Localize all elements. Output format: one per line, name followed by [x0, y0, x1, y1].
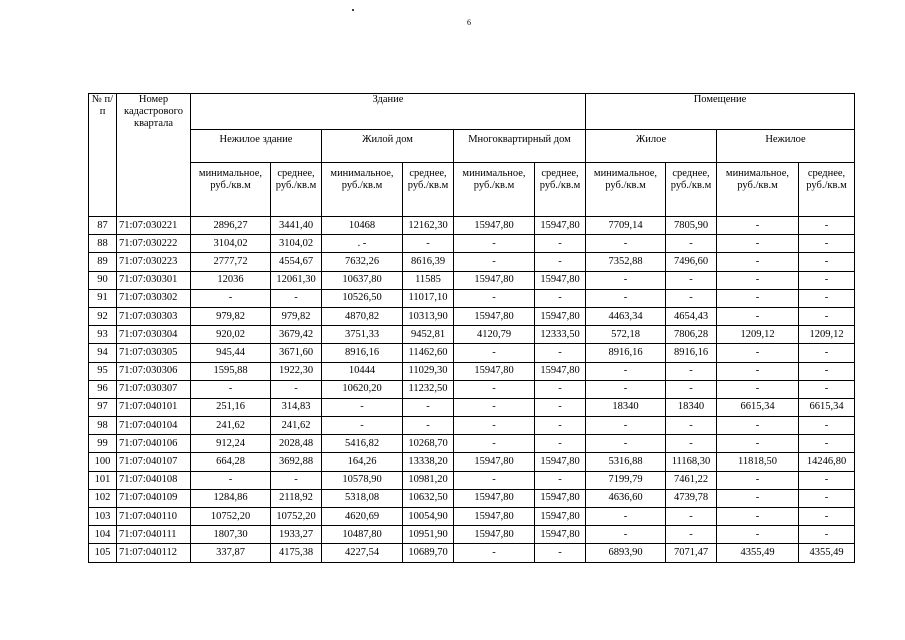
cadastral-number: 71:07:040110 — [117, 508, 191, 526]
price-cell: 7352,88 — [586, 253, 666, 271]
price-cell: - — [666, 362, 717, 380]
price-cell: - — [535, 253, 586, 271]
price-cell: - — [454, 471, 535, 489]
price-cell: 6615,34 — [799, 398, 855, 416]
price-cell: 15947,80 — [535, 307, 586, 325]
table-row — [89, 453, 855, 471]
cadastral-number: 71:07:040106 — [117, 435, 191, 453]
price-cell: 4739,78 — [666, 489, 717, 507]
table-row — [89, 417, 855, 435]
price-cell: 15947,80 — [535, 271, 586, 289]
row-number: 93 — [89, 326, 117, 344]
price-cell: 3671,60 — [271, 344, 322, 362]
price-cell: - — [717, 471, 799, 489]
price-cell: 10752,20 — [191, 508, 271, 526]
price-cell: - — [799, 217, 855, 235]
price-cell: - — [586, 508, 666, 526]
price-cell: - — [666, 526, 717, 544]
price-cell: 12333,50 — [535, 326, 586, 344]
header-min: минимальное, руб./кв.м — [454, 163, 535, 217]
price-cell: 15947,80 — [454, 307, 535, 325]
header-min: минимальное, руб./кв.м — [717, 163, 799, 217]
price-cell: 10526,50 — [322, 289, 403, 307]
price-cell: 10578,90 — [322, 471, 403, 489]
price-cell: - — [586, 526, 666, 544]
price-cell: - — [403, 417, 454, 435]
price-cell: 18340 — [586, 398, 666, 416]
header-house: Жилой дом — [322, 130, 454, 163]
table-row — [89, 307, 855, 325]
price-cell: 3692,88 — [271, 453, 322, 471]
price-cell: - — [191, 289, 271, 307]
price-cell: 10752,20 — [271, 508, 322, 526]
price-cell: 1922,30 — [271, 362, 322, 380]
row-number: 95 — [89, 362, 117, 380]
price-cell: - — [717, 417, 799, 435]
price-cell: 10487,80 — [322, 526, 403, 544]
price-cell: - — [799, 526, 855, 544]
table-row — [89, 326, 855, 344]
price-cell: - — [535, 398, 586, 416]
price-cell: - — [717, 508, 799, 526]
header-avg: среднее, руб./кв.м — [666, 163, 717, 217]
price-cell: 164,26 — [322, 453, 403, 471]
price-cell: 8916,16 — [586, 344, 666, 362]
row-number: 103 — [89, 508, 117, 526]
price-cell: 10054,90 — [403, 508, 454, 526]
price-cell: - — [454, 398, 535, 416]
row-number: 102 — [89, 489, 117, 507]
header-residential: Жилое — [586, 130, 717, 163]
price-cell: 11818,50 — [717, 453, 799, 471]
price-cell: - — [717, 253, 799, 271]
cadastral-number: 71:07:030305 — [117, 344, 191, 362]
price-cell: - — [454, 253, 535, 271]
price-cell: 15947,80 — [454, 526, 535, 544]
price-cell: - — [799, 489, 855, 507]
header-premises: Помещение — [586, 94, 855, 130]
price-cell: 10981,20 — [403, 471, 454, 489]
price-cell: - — [535, 380, 586, 398]
page-number: 6 — [467, 18, 471, 27]
price-cell: 12036 — [191, 271, 271, 289]
price-cell: 12162,30 — [403, 217, 454, 235]
price-cell: - — [717, 289, 799, 307]
header-avg: среднее, руб./кв.м — [535, 163, 586, 217]
row-number: 98 — [89, 417, 117, 435]
price-cell: 11168,30 — [666, 453, 717, 471]
price-cell: 3104,02 — [271, 235, 322, 253]
price-cell: 11232,50 — [403, 380, 454, 398]
price-cell: 10632,50 — [403, 489, 454, 507]
price-cell: 4463,34 — [586, 307, 666, 325]
price-cell: - — [666, 271, 717, 289]
price-cell: 241,62 — [191, 417, 271, 435]
price-cell: - — [191, 471, 271, 489]
row-number: 94 — [89, 344, 117, 362]
cadastral-number: 71:07:030307 — [117, 380, 191, 398]
table-row — [89, 526, 855, 544]
table-row — [89, 344, 855, 362]
row-number: 88 — [89, 235, 117, 253]
price-cell: 9452,81 — [403, 326, 454, 344]
price-cell: - — [799, 380, 855, 398]
price-cell: 15947,80 — [454, 453, 535, 471]
cadastral-number: 71:07:030222 — [117, 235, 191, 253]
header-apartment-building: Многоквартирный дом — [454, 130, 586, 163]
table-row — [89, 235, 855, 253]
price-cell: - — [717, 271, 799, 289]
price-cell: 664,28 — [191, 453, 271, 471]
row-number: 99 — [89, 435, 117, 453]
cadastral-number: 71:07:030223 — [117, 253, 191, 271]
price-cell: 15947,80 — [535, 489, 586, 507]
cadastral-number: 71:07:030303 — [117, 307, 191, 325]
table-row — [89, 217, 855, 235]
price-cell: 7461,22 — [666, 471, 717, 489]
price-cell: 979,82 — [271, 307, 322, 325]
price-cell: - — [454, 344, 535, 362]
row-number: 87 — [89, 217, 117, 235]
table-row — [89, 362, 855, 380]
price-cell: - — [717, 526, 799, 544]
price-cell: 10637,80 — [322, 271, 403, 289]
price-cell: - — [191, 380, 271, 398]
price-cell: 3104,02 — [191, 235, 271, 253]
price-cell: 945,44 — [191, 344, 271, 362]
price-cell: 7806,28 — [666, 326, 717, 344]
valuation-table — [88, 93, 855, 563]
price-cell: 4355,49 — [799, 544, 855, 562]
price-cell: 15947,80 — [454, 217, 535, 235]
price-cell: 14246,80 — [799, 453, 855, 471]
row-number: 104 — [89, 526, 117, 544]
price-cell: - — [454, 380, 535, 398]
price-cell: - — [666, 417, 717, 435]
price-cell: 11585 — [403, 271, 454, 289]
price-cell: - — [799, 289, 855, 307]
header-min: минимальное, руб./кв.м — [586, 163, 666, 217]
price-cell: - — [666, 508, 717, 526]
price-cell: 7199,79 — [586, 471, 666, 489]
price-cell: 6893,90 — [586, 544, 666, 562]
price-cell: 8916,16 — [322, 344, 403, 362]
price-cell: - — [535, 471, 586, 489]
price-cell: - — [403, 235, 454, 253]
price-cell: 15947,80 — [454, 489, 535, 507]
header-min: минимальное, руб./кв.м — [322, 163, 403, 217]
price-cell: 15947,80 — [535, 526, 586, 544]
price-cell: - — [666, 435, 717, 453]
row-number: 97 — [89, 398, 117, 416]
price-cell: - — [717, 235, 799, 253]
price-cell: - — [271, 380, 322, 398]
row-number: 92 — [89, 307, 117, 325]
price-cell: 920,02 — [191, 326, 271, 344]
price-cell: 912,24 — [191, 435, 271, 453]
price-cell: - — [403, 398, 454, 416]
price-cell: 13338,20 — [403, 453, 454, 471]
cadastral-number: 71:07:030304 — [117, 326, 191, 344]
header-avg: среднее, руб./кв.м — [403, 163, 454, 217]
price-cell: 6615,34 — [717, 398, 799, 416]
price-cell: - — [586, 271, 666, 289]
price-cell: 7632,26 — [322, 253, 403, 271]
price-cell: 251,16 — [191, 398, 271, 416]
price-cell: - — [717, 435, 799, 453]
price-cell: - — [586, 362, 666, 380]
header-avg: среднее, руб./кв.м — [799, 163, 855, 217]
price-cell: - — [535, 235, 586, 253]
table-body — [89, 217, 855, 563]
cadastral-number: 71:07:040101 — [117, 398, 191, 416]
price-cell: - — [535, 417, 586, 435]
price-cell: - — [586, 435, 666, 453]
price-cell: 4554,67 — [271, 253, 322, 271]
price-cell: 15947,80 — [535, 217, 586, 235]
price-cell: 1807,30 — [191, 526, 271, 544]
price-cell: - — [666, 235, 717, 253]
price-cell: . - — [322, 235, 403, 253]
table-row — [89, 508, 855, 526]
row-number: 91 — [89, 289, 117, 307]
price-cell: 7496,60 — [666, 253, 717, 271]
row-number: 105 — [89, 544, 117, 562]
cadastral-number: 71:07:030306 — [117, 362, 191, 380]
price-cell: 337,87 — [191, 544, 271, 562]
row-number: 89 — [89, 253, 117, 271]
price-cell: - — [799, 417, 855, 435]
price-cell: 1209,12 — [717, 326, 799, 344]
price-cell: 10268,70 — [403, 435, 454, 453]
header-min: минимальное, руб./кв.м — [191, 163, 271, 217]
price-cell: 2028,48 — [271, 435, 322, 453]
price-cell: 1595,88 — [191, 362, 271, 380]
price-cell: 4620,69 — [322, 508, 403, 526]
price-cell: 1284,86 — [191, 489, 271, 507]
table-row — [89, 435, 855, 453]
price-cell: 10689,70 — [403, 544, 454, 562]
header-building: Здание — [191, 94, 586, 130]
price-cell: 314,83 — [271, 398, 322, 416]
cadastral-number: 71:07:040104 — [117, 417, 191, 435]
price-cell: - — [799, 508, 855, 526]
price-cell: - — [454, 417, 535, 435]
price-cell: - — [799, 344, 855, 362]
price-cell: - — [799, 271, 855, 289]
price-cell: 15947,80 — [454, 508, 535, 526]
price-cell: 4227,54 — [322, 544, 403, 562]
price-cell: - — [799, 235, 855, 253]
price-cell: 5316,88 — [586, 453, 666, 471]
price-cell: 8916,16 — [666, 344, 717, 362]
cadastral-number: 71:07:040108 — [117, 471, 191, 489]
price-cell: 4870,82 — [322, 307, 403, 325]
cadastral-number: 71:07:030221 — [117, 217, 191, 235]
price-cell: 10444 — [322, 362, 403, 380]
price-cell: - — [717, 217, 799, 235]
header-nonresidential: Нежилое — [717, 130, 855, 163]
price-cell: - — [717, 344, 799, 362]
price-cell: 7709,14 — [586, 217, 666, 235]
price-cell: - — [535, 544, 586, 562]
price-cell: 7071,47 — [666, 544, 717, 562]
price-cell: - — [666, 289, 717, 307]
price-cell: 1209,12 — [799, 326, 855, 344]
price-cell: - — [717, 380, 799, 398]
price-cell: 2118,92 — [271, 489, 322, 507]
scan-dot — [352, 9, 354, 11]
header-nonres-building: Нежилое здание — [191, 130, 322, 163]
price-cell: - — [717, 307, 799, 325]
row-number: 96 — [89, 380, 117, 398]
cadastral-number: 71:07:040111 — [117, 526, 191, 544]
table-row — [89, 544, 855, 562]
table-row — [89, 253, 855, 271]
price-cell: - — [717, 489, 799, 507]
price-cell: 572,18 — [586, 326, 666, 344]
table-row — [89, 380, 855, 398]
price-cell: - — [454, 544, 535, 562]
price-cell: - — [799, 471, 855, 489]
price-cell: - — [666, 380, 717, 398]
price-cell: 10951,90 — [403, 526, 454, 544]
price-cell: - — [322, 398, 403, 416]
price-cell: - — [799, 253, 855, 271]
table-row — [89, 489, 855, 507]
header-avg: среднее, руб./кв.м — [271, 163, 322, 217]
row-number: 90 — [89, 271, 117, 289]
cadastral-number: 71:07:030302 — [117, 289, 191, 307]
price-cell: 10313,90 — [403, 307, 454, 325]
price-cell: 12061,30 — [271, 271, 322, 289]
price-cell: 4636,60 — [586, 489, 666, 507]
cadastral-number: 71:07:040109 — [117, 489, 191, 507]
price-cell: 10468 — [322, 217, 403, 235]
price-cell: 15947,80 — [535, 453, 586, 471]
price-cell: - — [717, 362, 799, 380]
price-cell: - — [454, 235, 535, 253]
price-cell: 3441,40 — [271, 217, 322, 235]
price-cell: 15947,80 — [454, 362, 535, 380]
price-cell: - — [271, 289, 322, 307]
price-cell: - — [454, 435, 535, 453]
price-cell: - — [322, 417, 403, 435]
price-cell: 10620,20 — [322, 380, 403, 398]
price-cell: 3751,33 — [322, 326, 403, 344]
price-cell: - — [535, 344, 586, 362]
price-cell: 241,62 — [271, 417, 322, 435]
price-cell: 2777,72 — [191, 253, 271, 271]
price-cell: - — [271, 471, 322, 489]
price-cell: 7805,90 — [666, 217, 717, 235]
price-cell: - — [799, 307, 855, 325]
cadastral-number: 71:07:030301 — [117, 271, 191, 289]
price-cell: 1933,27 — [271, 526, 322, 544]
price-cell: 4120,79 — [454, 326, 535, 344]
price-cell: 15947,80 — [535, 362, 586, 380]
price-cell: - — [799, 435, 855, 453]
price-cell: 4654,43 — [666, 307, 717, 325]
row-number: 101 — [89, 471, 117, 489]
price-cell: 5318,08 — [322, 489, 403, 507]
price-cell: 979,82 — [191, 307, 271, 325]
price-cell: - — [799, 362, 855, 380]
table-row — [89, 289, 855, 307]
table-row — [89, 271, 855, 289]
price-cell: 15947,80 — [454, 271, 535, 289]
price-cell: - — [586, 235, 666, 253]
price-cell: 18340 — [666, 398, 717, 416]
table-row — [89, 398, 855, 416]
row-number: 100 — [89, 453, 117, 471]
header-num: № п/п — [89, 94, 117, 217]
price-cell: 4355,49 — [717, 544, 799, 562]
price-cell: - — [586, 380, 666, 398]
price-cell: 11029,30 — [403, 362, 454, 380]
price-cell: - — [586, 289, 666, 307]
price-cell: 8616,39 — [403, 253, 454, 271]
header-cadastral: Номер кадастрового квартала — [117, 94, 191, 217]
price-cell: - — [535, 435, 586, 453]
price-cell: 2896,27 — [191, 217, 271, 235]
table-row — [89, 471, 855, 489]
cadastral-number: 71:07:040107 — [117, 453, 191, 471]
price-cell: - — [586, 417, 666, 435]
price-cell: 11462,60 — [403, 344, 454, 362]
price-cell: - — [535, 289, 586, 307]
price-cell: 15947,80 — [535, 508, 586, 526]
cadastral-number: 71:07:040112 — [117, 544, 191, 562]
price-cell: 3679,42 — [271, 326, 322, 344]
price-cell: 11017,10 — [403, 289, 454, 307]
price-cell: 4175,38 — [271, 544, 322, 562]
price-cell: 5416,82 — [322, 435, 403, 453]
price-cell: - — [454, 289, 535, 307]
